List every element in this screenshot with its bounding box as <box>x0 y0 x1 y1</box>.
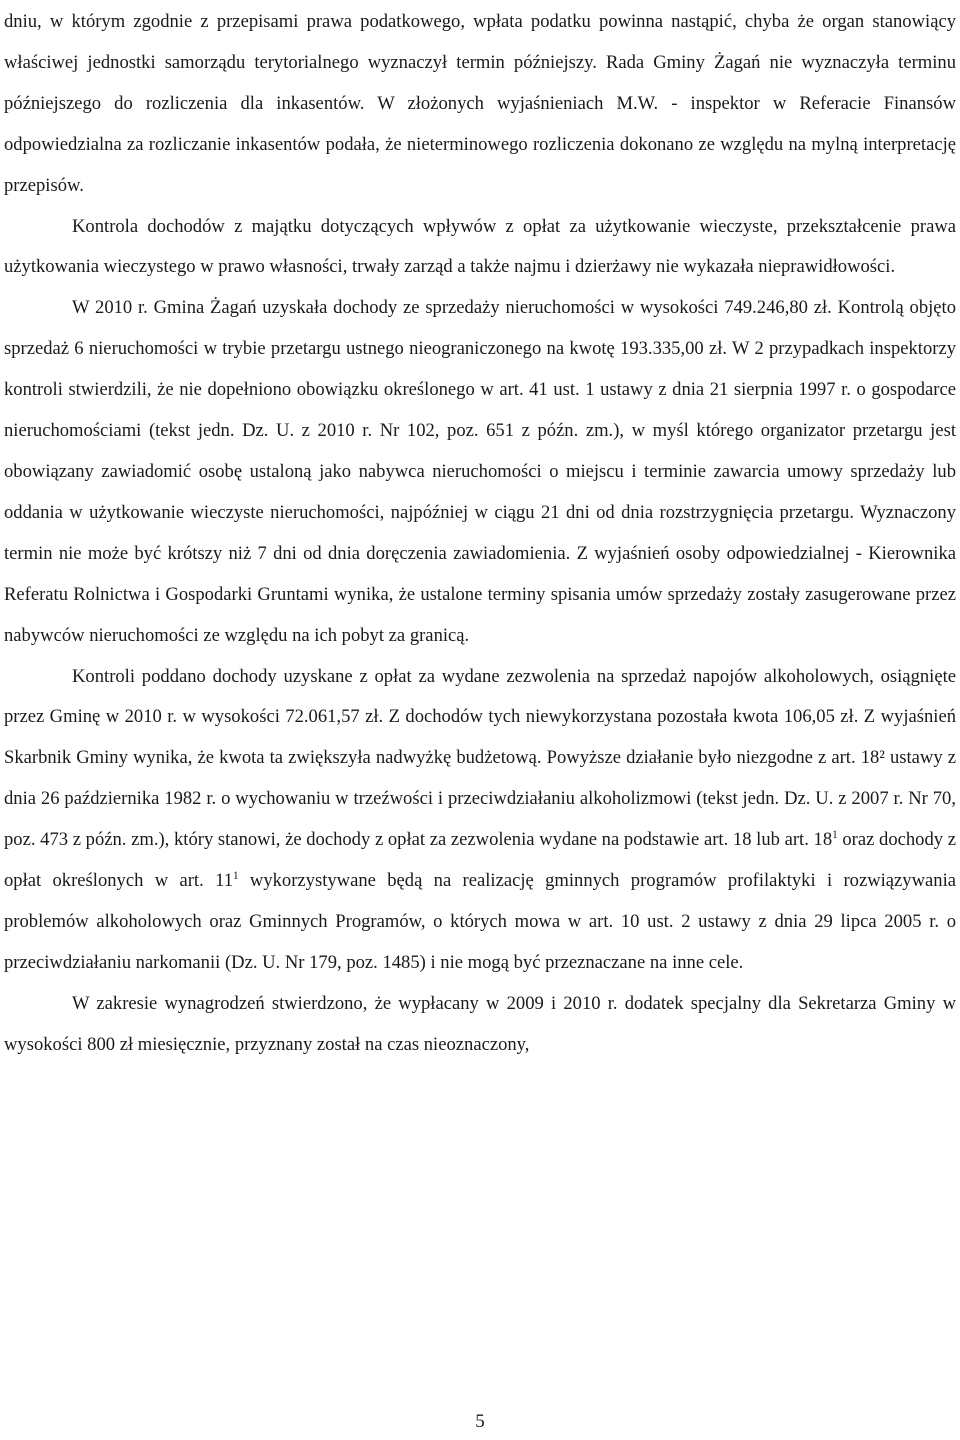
paragraph-remuneration: W zakresie wynagrodzeń stwierdzono, że wypłacany w 2009 i 2010 r. dodatek specjalny dla Sekretarza Gminy w wysokości 800 zł miesięcznie, przyznany został na czas nieoznaczony, <box>4 992 956 1055</box>
superscript-11-1: 1 <box>233 869 239 882</box>
paragraph-alcohol-permits <box>4 657 956 984</box>
alcohol-text-part-c: wykorzystywane będą na realizację gminnych programów profilaktyki i rozwiązywania problemów alkoholowych oraz Gminnych Programów, o których mowa w art. 10 ust. 2 ustawy z dnia 29 lipca 2005 r. o przeciwdziałaniu narkomanii (Dz. U. Nr 179, poz. 1485) i nie mogą być przeznaczane na inne cele. <box>4 870 957 973</box>
paragraph-property-income-control: Kontrola dochodów z majątku dotyczących wpływów z opłat za użytkowanie wieczyste, przekształcenie prawa użytkowania wieczystego w prawo własności, trwały zarząd a także najmu i dzierżawy nie wykazała nieprawidłowości. <box>4 215 956 278</box>
superscript-18-1: 1 <box>832 828 838 841</box>
paragraph-tax-settlement: dniu, w którym zgodnie z przepisami prawa podatkowego, wpłata podatku powinna nastąpić, chyba że organ stanowiący właściwej jednostki samorządu terytorialnego wyznaczył termin późniejszy. Rada Gminy Żagań nie wyznaczyła terminu późniejszego do rozliczenia dla inkasentów. W złożonych wyjaśnieniach M.W. - inspektor w Referacie Finansów odpowiedzialna za rozliczanie inkasentów podała, że nieterminowego rozliczenia dokonano ze względu na mylną interpretację przepisów. <box>4 11 956 196</box>
paragraph-property-sales: W 2010 r. Gmina Żagań uzyskała dochody ze sprzedaży nieruchomości w wysokości 749.246,80 zł. Kontrolą objęto sprzedaż 6 nieruchomości w trybie przetargu ustnego nieograniczonego na kwotę 193.335,00 zł. W 2 przypadkach inspektorzy kontroli stwierdzili, że nie dopełniono obowiązku określonego w art. 41 ust. 1 ustawy z dnia 21 sierpnia 1997 r. o gospodarce nieruchomościami (tekst jedn. Dz. U. z 2010 r. Nr 102, poz. 651 z późn. zm.), w myśl którego organizator przetargu jest obowiązany zawiadomić osobę ustaloną jako nabywca nieruchomości o miejscu i terminie zawarcia umowy sprzedaży lub oddania w użytkowanie wieczyste nieruchomości, najpóźniej w ciągu 21 dni od dnia rozstrzygnięcia przetargu. Wyznaczony termin nie może być krótszy niż 7 dni od dnia doręczenia zawiadomienia. Z wyjaśnień osoby odpowiedzialnej - Kierownika Referatu Rolnictwa i Gospodarki Gruntami wynika, że ustalone terminy spisania umów sprzedaży zostały zasugerowane przez nabywców nieruchomości ze względu na ich pobyt za granicą. <box>4 297 956 646</box>
alcohol-text-part-a: Kontroli poddano dochody uzyskane z opłat za wydane zezwolenia na sprzedaż napojów alkoholowych, osiągnięte przez Gminę w 2010 r. w wysokości 72.061,57 zł. Z dochodów tych niewykorzystana pozostała kwota 106,05 zł. Z wyjaśnień Skarbnik Gminy wynika, że kwota ta zwiększyła nadwyżkę budżetową. Powyższe działanie było niezgodne z art. 18² ustawy z dnia 26 października 1982 r. o wychowaniu w trzeźwości i przeciwdziałaniu alkoholizmowi (tekst jedn. Dz. U. z 2007 r. Nr 70, poz. 473 z późn. zm.), który stanowi, że dochody z opłat za zezwolenia wydane na podstawie art. 18 lub art. 18 <box>4 665 956 851</box>
page-number: 5 <box>475 1411 485 1432</box>
alcohol-text-part-b: oraz dochody z opłat określonych w art. 11 <box>4 829 956 892</box>
